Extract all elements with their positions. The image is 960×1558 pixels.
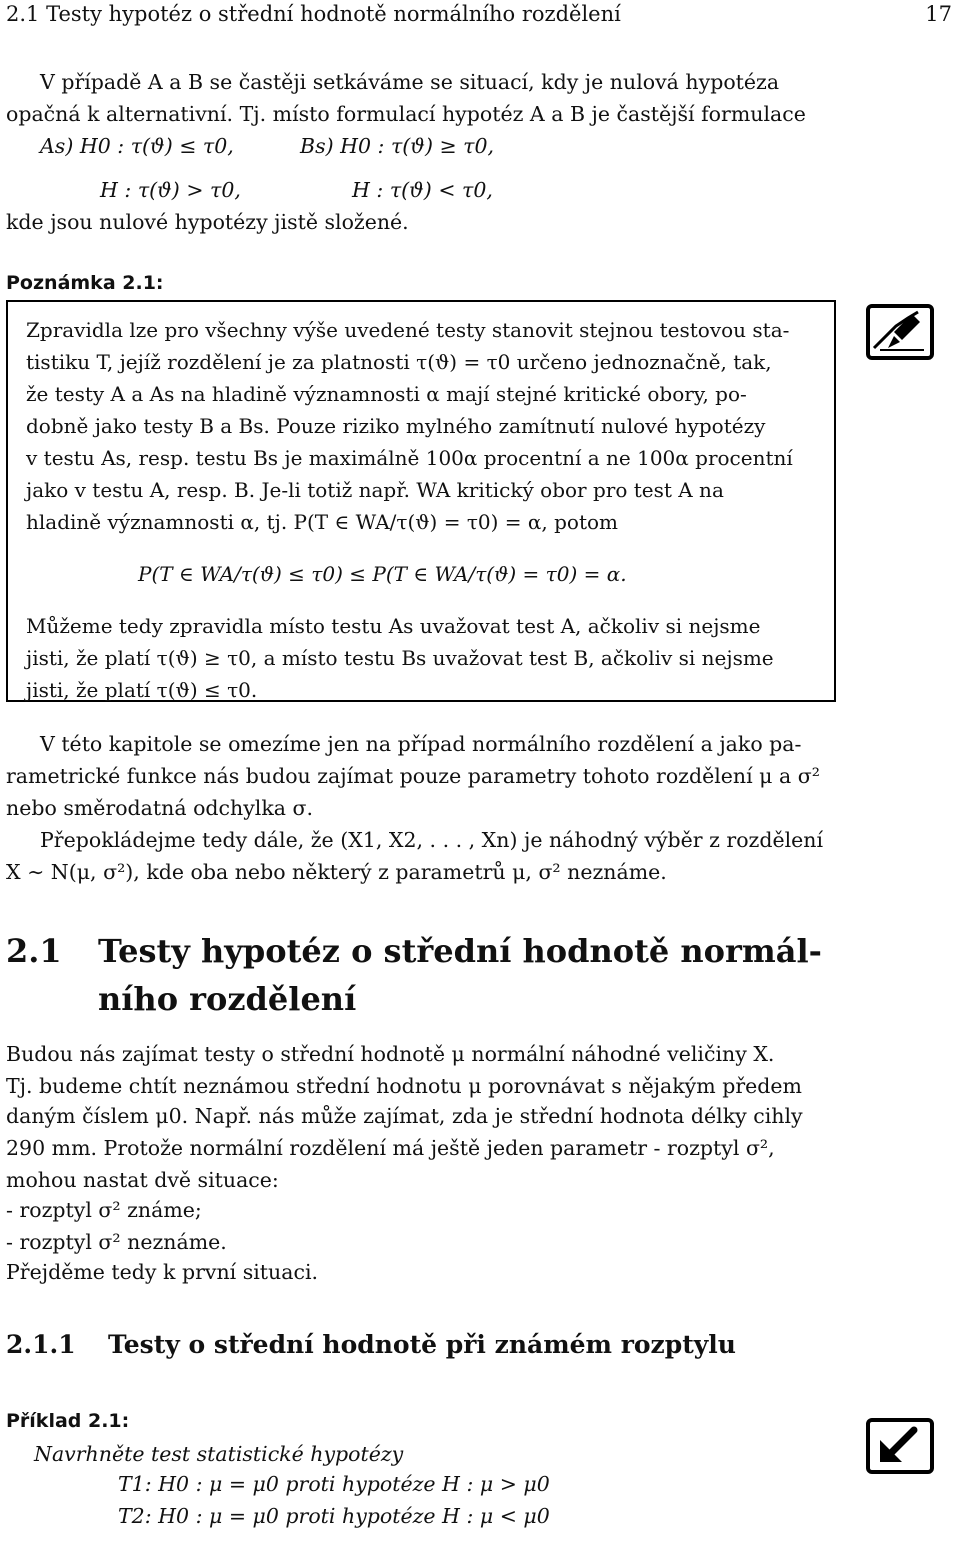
section-number: 2.1 xyxy=(6,932,62,970)
example-t2: T2: H0 : μ = μ0 proti hypotéze H : μ < μ0 xyxy=(118,1504,550,1528)
section-body-line: mohou nastat dvě situace: xyxy=(6,1168,279,1192)
section-body-line: Přejděme tedy k první situaci. xyxy=(6,1260,319,1284)
section-body-line: - rozptyl σ² známe; xyxy=(6,1198,202,1222)
intro-line-1: V případě A a B se častěji setkáváme se situací, kdy je nulová hypotéza xyxy=(40,70,780,94)
subsection-number: 2.1.1 xyxy=(6,1330,76,1359)
page-number: 17 xyxy=(925,2,952,26)
running-title: 2.1 Testy hypotéz o střední hodnotě normálního rozdělení xyxy=(6,2,621,26)
remark-line: v testu As, resp. testu Bs je maximálně 100α procentní a ne 100α procentní xyxy=(26,446,793,470)
remark-line: dobně jako testy B a Bs. Pouze riziko mylného zamítnutí nulové hypotézy xyxy=(26,414,766,438)
formula-as-h: H : τ(ϑ) > τ0, xyxy=(100,178,241,202)
section-title-line-1: Testy hypotéz o střední hodnotě normál- xyxy=(98,932,822,970)
remark-line: Zpravidla lze pro všechny výše uvedené testy stanovit stejnou testovou sta- xyxy=(26,318,790,342)
remark-line: Můžeme tedy zpravidla místo testu As uvažovat test A, ačkoliv si nejsme xyxy=(26,614,761,638)
example-label: Příklad 2.1: xyxy=(6,1410,130,1432)
section-body-line: Tj. budeme chtít neznámou střední hodnotu μ porovnávat s nějakým předem xyxy=(6,1074,802,1098)
para-line: rametrické funkce nás budou zajímat pouze parametry tohoto rozdělení μ a σ² xyxy=(6,764,820,788)
para-line: X ∼ N(μ, σ²), kde oba nebo některý z parametrů μ, σ² neznáme. xyxy=(6,860,667,884)
notepad-pencil-icon xyxy=(866,304,934,360)
remark-line: že testy A a As na hladině významnosti α mají stejné kritické obory, po- xyxy=(26,382,747,406)
section-body-line: 290 mm. Protože normální rozdělení má ještě jeden parametr - rozptyl σ², xyxy=(6,1136,775,1160)
remark-line: tistiku T, jejíž rozdělení je za platnosti τ(ϑ) = τ0 určeno jednoznačně, tak, xyxy=(26,350,772,374)
remark-label: Poznámka 2.1: xyxy=(6,272,164,294)
para-line: V této kapitole se omezíme jen na případ normálního rozdělení a jako pa- xyxy=(40,732,802,756)
remark-line: jako v testu A, resp. B. Je-li totiž např. WA kritický obor pro test A na xyxy=(26,478,724,502)
remark-line: jisti, že platí τ(ϑ) ≤ τ0. xyxy=(26,678,258,702)
subsection-title: Testy o střední hodnotě při známém rozptylu xyxy=(108,1330,736,1359)
para-line: nebo směrodatná odchylka σ. xyxy=(6,796,314,820)
intro-line-3: kde jsou nulové hypotézy jistě složené. xyxy=(6,210,409,234)
remark-box xyxy=(6,300,836,702)
section-title-line-2: ního rozdělení xyxy=(98,980,357,1018)
formula-bs-h0: Bs) H0 : τ(ϑ) ≥ τ0, xyxy=(300,134,495,158)
example-t1: T1: H0 : μ = μ0 proti hypotéze H : μ > μ0 xyxy=(118,1472,550,1496)
remark-display-formula: P(T ∈ WA/τ(ϑ) ≤ τ0) ≤ P(T ∈ WA/τ(ϑ) = τ0) = α. xyxy=(138,562,627,586)
para-line: Přepokládejme tedy dále, že (X1, X2, . . . , Xn) je náhodný výběr z rozdělení xyxy=(40,828,824,852)
intro-line-2: opačná k alternativní. Tj. místo formulací hypotéz A a B je častější formulace xyxy=(6,102,806,126)
section-body-line: - rozptyl σ² neznáme. xyxy=(6,1230,227,1254)
formula-as-h0: As) H0 : τ(ϑ) ≤ τ0, xyxy=(40,134,234,158)
section-body-line: Budou nás zajímat testy o střední hodnotě μ normální náhodné veličiny X. xyxy=(6,1042,775,1066)
formula-bs-h: H : τ(ϑ) < τ0, xyxy=(352,178,493,202)
remark-line: jisti, že platí τ(ϑ) ≥ τ0, a místo testu Bs uvažovat test B, ačkoliv si nejsme xyxy=(26,646,774,670)
example-prompt: Navrhněte test statistické hypotézy xyxy=(34,1442,404,1466)
remark-line: hladině významnosti α, tj. P(T ∈ WA/τ(ϑ) = τ0) = α, potom xyxy=(26,510,619,534)
arrow-down-left-icon xyxy=(866,1418,934,1474)
section-body-line: daným číslem μ0. Např. nás může zajímat, zda je střední hodnota délky cihly xyxy=(6,1104,803,1128)
